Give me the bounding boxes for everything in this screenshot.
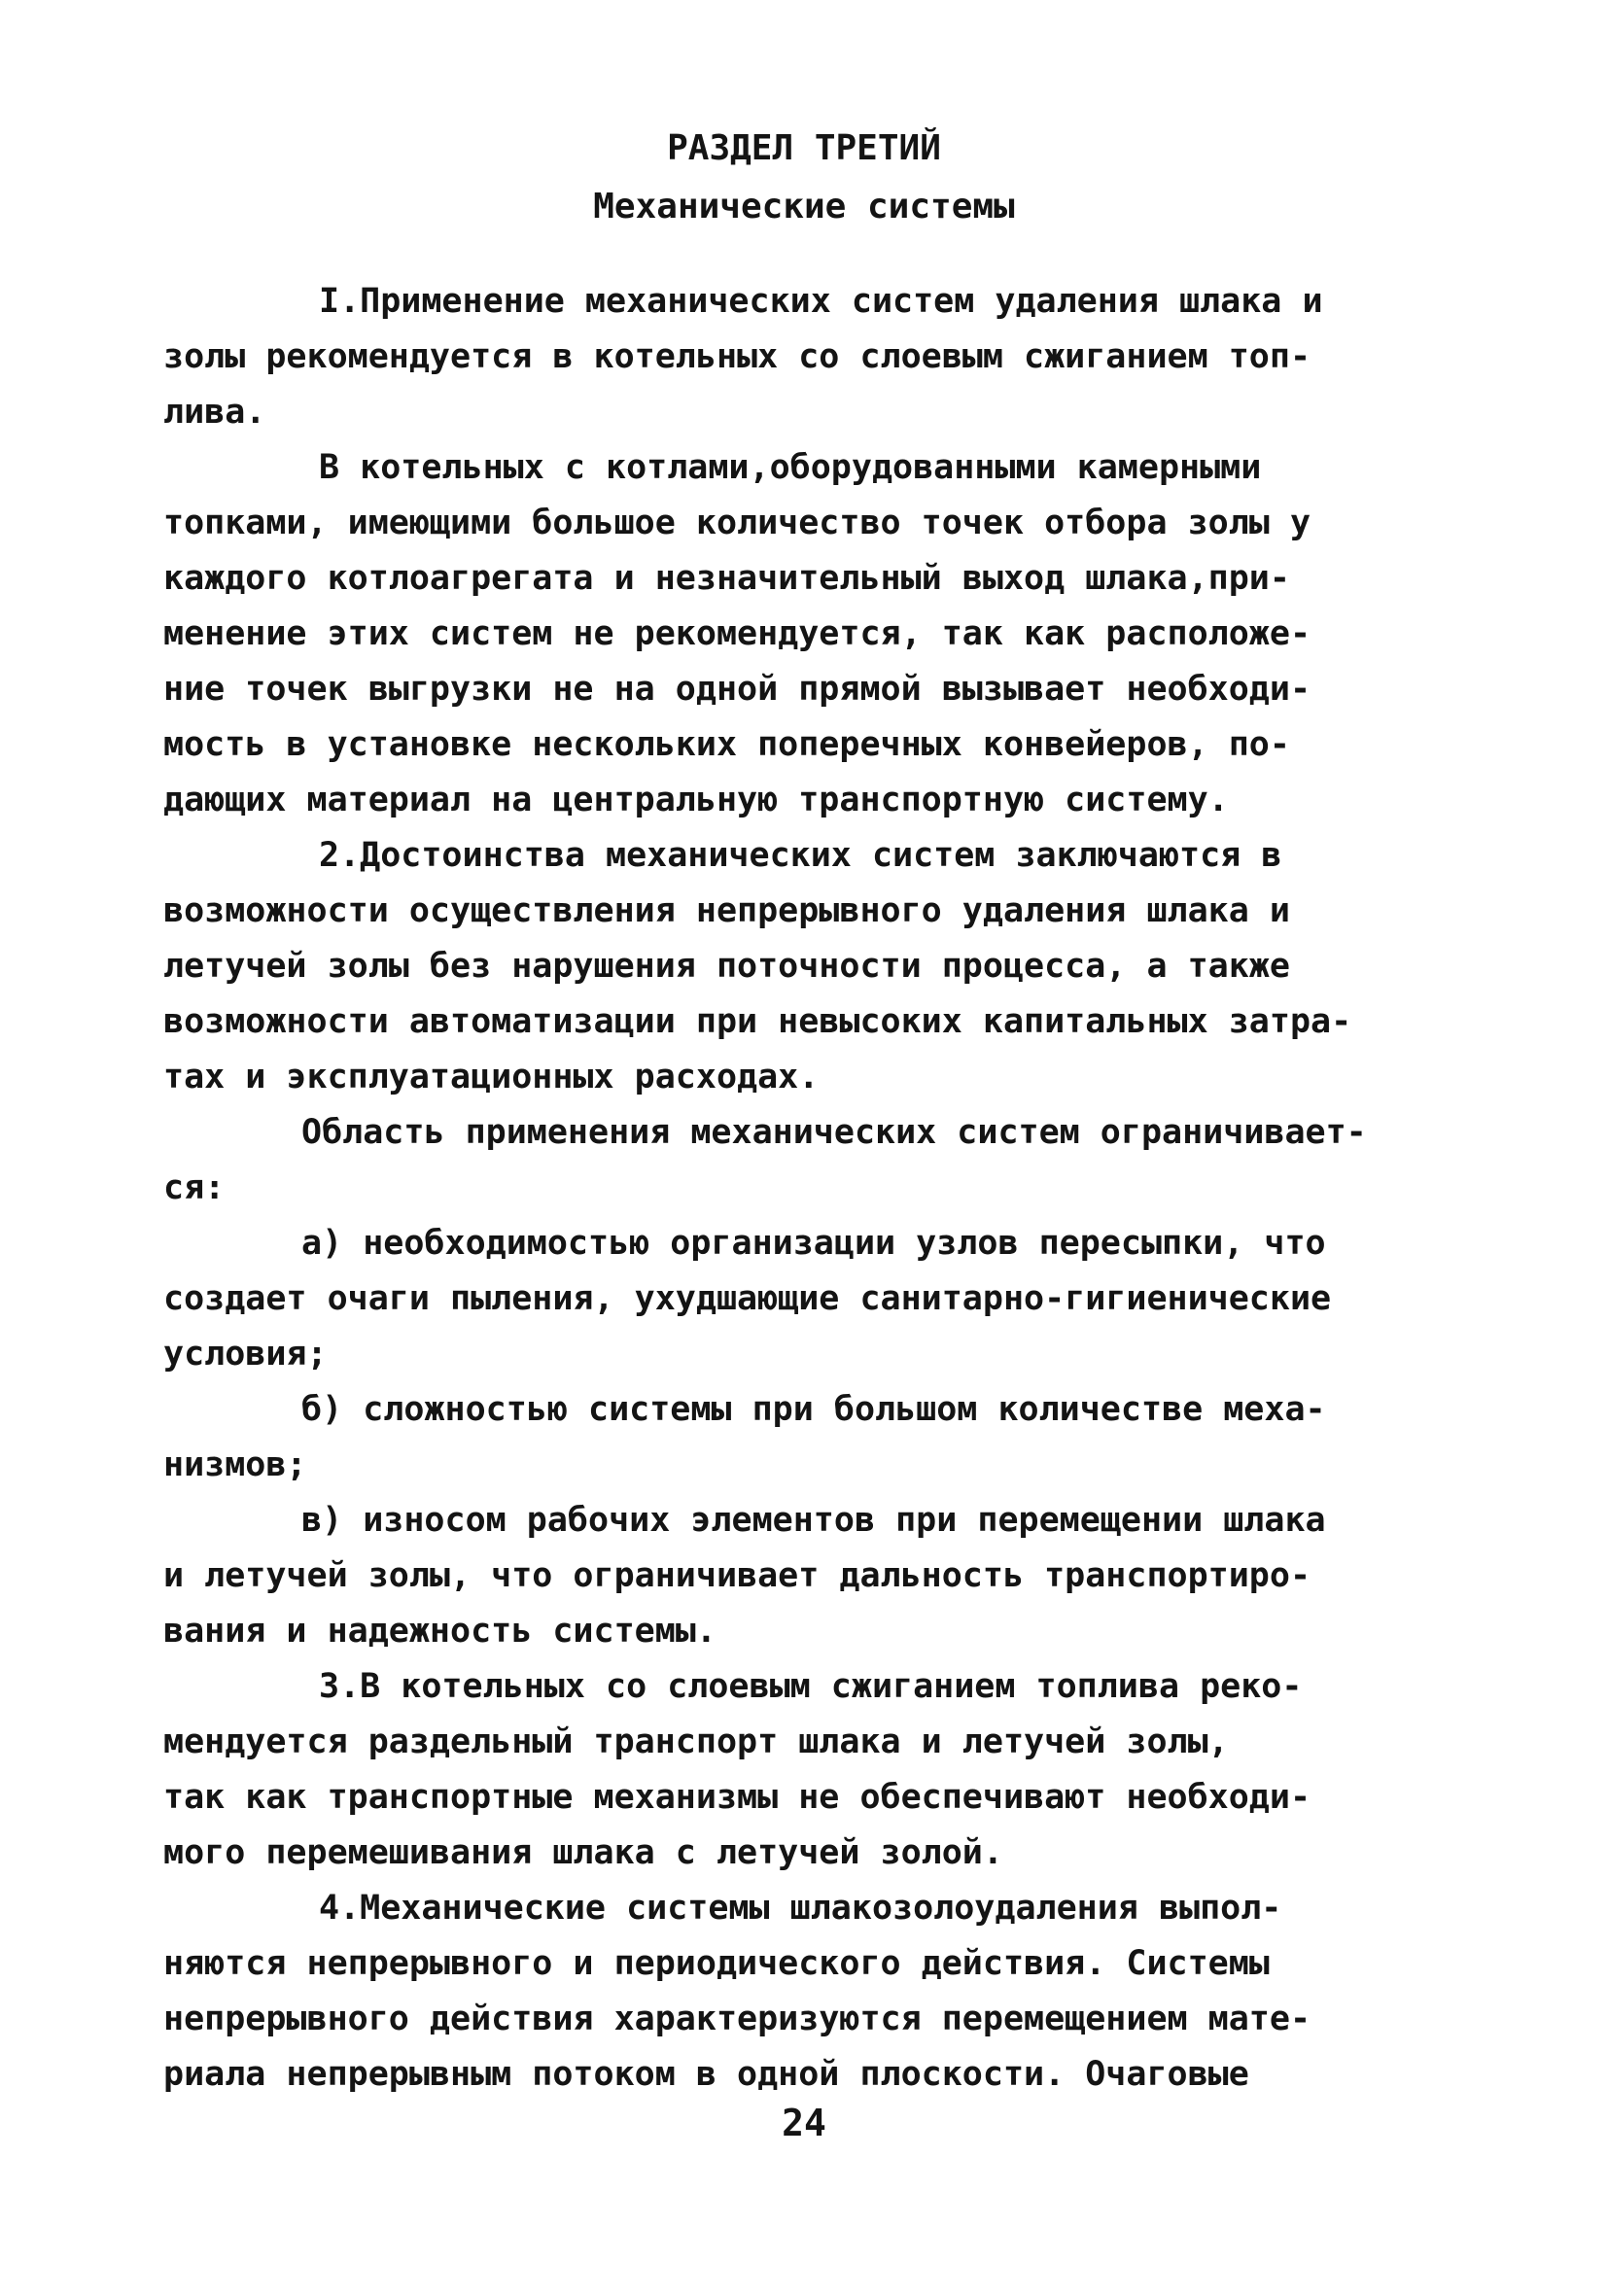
text-line: низмов;: [163, 1445, 307, 1484]
text-line: каждого котлоагрегата и незначительный выход шлака,при-: [163, 559, 1290, 598]
text-line: мость в установке нескольких поперечных конвейеров, по-: [163, 725, 1290, 764]
text-line: 3.В котельных со слоевым сжиганием топлива реко-: [319, 1667, 1303, 1706]
text-line: топками, имеющими большое количество точек отбора золы у: [163, 504, 1311, 542]
text-line: непрерывного действия характеризуются перемещением мате-: [163, 2000, 1311, 2038]
section-title: Механические системы: [593, 187, 1015, 226]
text-line: мого перемешивания шлака с летучей золой.: [163, 1833, 1003, 1872]
text-line: мендуется раздельный транспорт шлака и летучей золы,: [163, 1722, 1229, 1761]
text-line: 2.Достоинства механических систем заключаются в: [319, 836, 1282, 875]
text-line: Область применения механических систем ограничивает-: [301, 1113, 1367, 1152]
text-line: ся:: [163, 1168, 226, 1207]
page-number: 24: [782, 2102, 826, 2144]
text-line: в) износом рабочих элементов при перемещении шлака: [301, 1501, 1326, 1540]
text-line: и летучей золы, что ограничивает дальность транспортиро-: [163, 1556, 1311, 1595]
text-line: менение этих систем не рекомендуется, так как расположе-: [163, 614, 1311, 653]
text-line: условия;: [163, 1335, 328, 1374]
text-line: дающих материал на центральную транспортную систему.: [163, 781, 1229, 819]
text-line: вания и надежность системы.: [163, 1612, 717, 1651]
text-line: б) сложностью системы при большом количестве меха-: [301, 1390, 1326, 1429]
section-heading: РАЗДЕЛ ТРЕТИЙ: [667, 128, 941, 168]
text-line: возможности осуществления непрерывного удаления шлака и: [163, 891, 1290, 930]
text-line: 4.Механические системы шлакозолоудаления выпол-: [319, 1889, 1282, 1928]
text-line: лива.: [163, 393, 266, 432]
text-line: возможности автоматизации при невысоких капитальных затра-: [163, 1002, 1352, 1041]
text-line: так как транспортные механизмы не обеспечивают необходи-: [163, 1778, 1311, 1817]
text-line: В котельных с котлами,оборудованными камерными: [319, 448, 1262, 487]
text-line: ние точек выгрузки не на одной прямой вызывает необходи-: [163, 670, 1311, 709]
text-line: няются непрерывного и периодического действия. Системы: [163, 1944, 1270, 1983]
text-line: тах и эксплуатационных расходах.: [163, 1058, 820, 1096]
text-line: создает очаги пыления, ухудшающие санитарно-гигиенические: [163, 1279, 1332, 1318]
text-line: летучей золы без нарушения поточности процесса, а также: [163, 947, 1290, 986]
text-line: а) необходимостью организации узлов пересыпки, что: [301, 1224, 1326, 1263]
text-line: риала непрерывным потоком в одной плоскости. Очаговые: [163, 2055, 1249, 2094]
text-line: золы рекомендуется в котельных со слоевым сжиганием топ-: [163, 337, 1311, 376]
text-line: I.Применение механических систем удаления шлака и: [319, 282, 1323, 321]
